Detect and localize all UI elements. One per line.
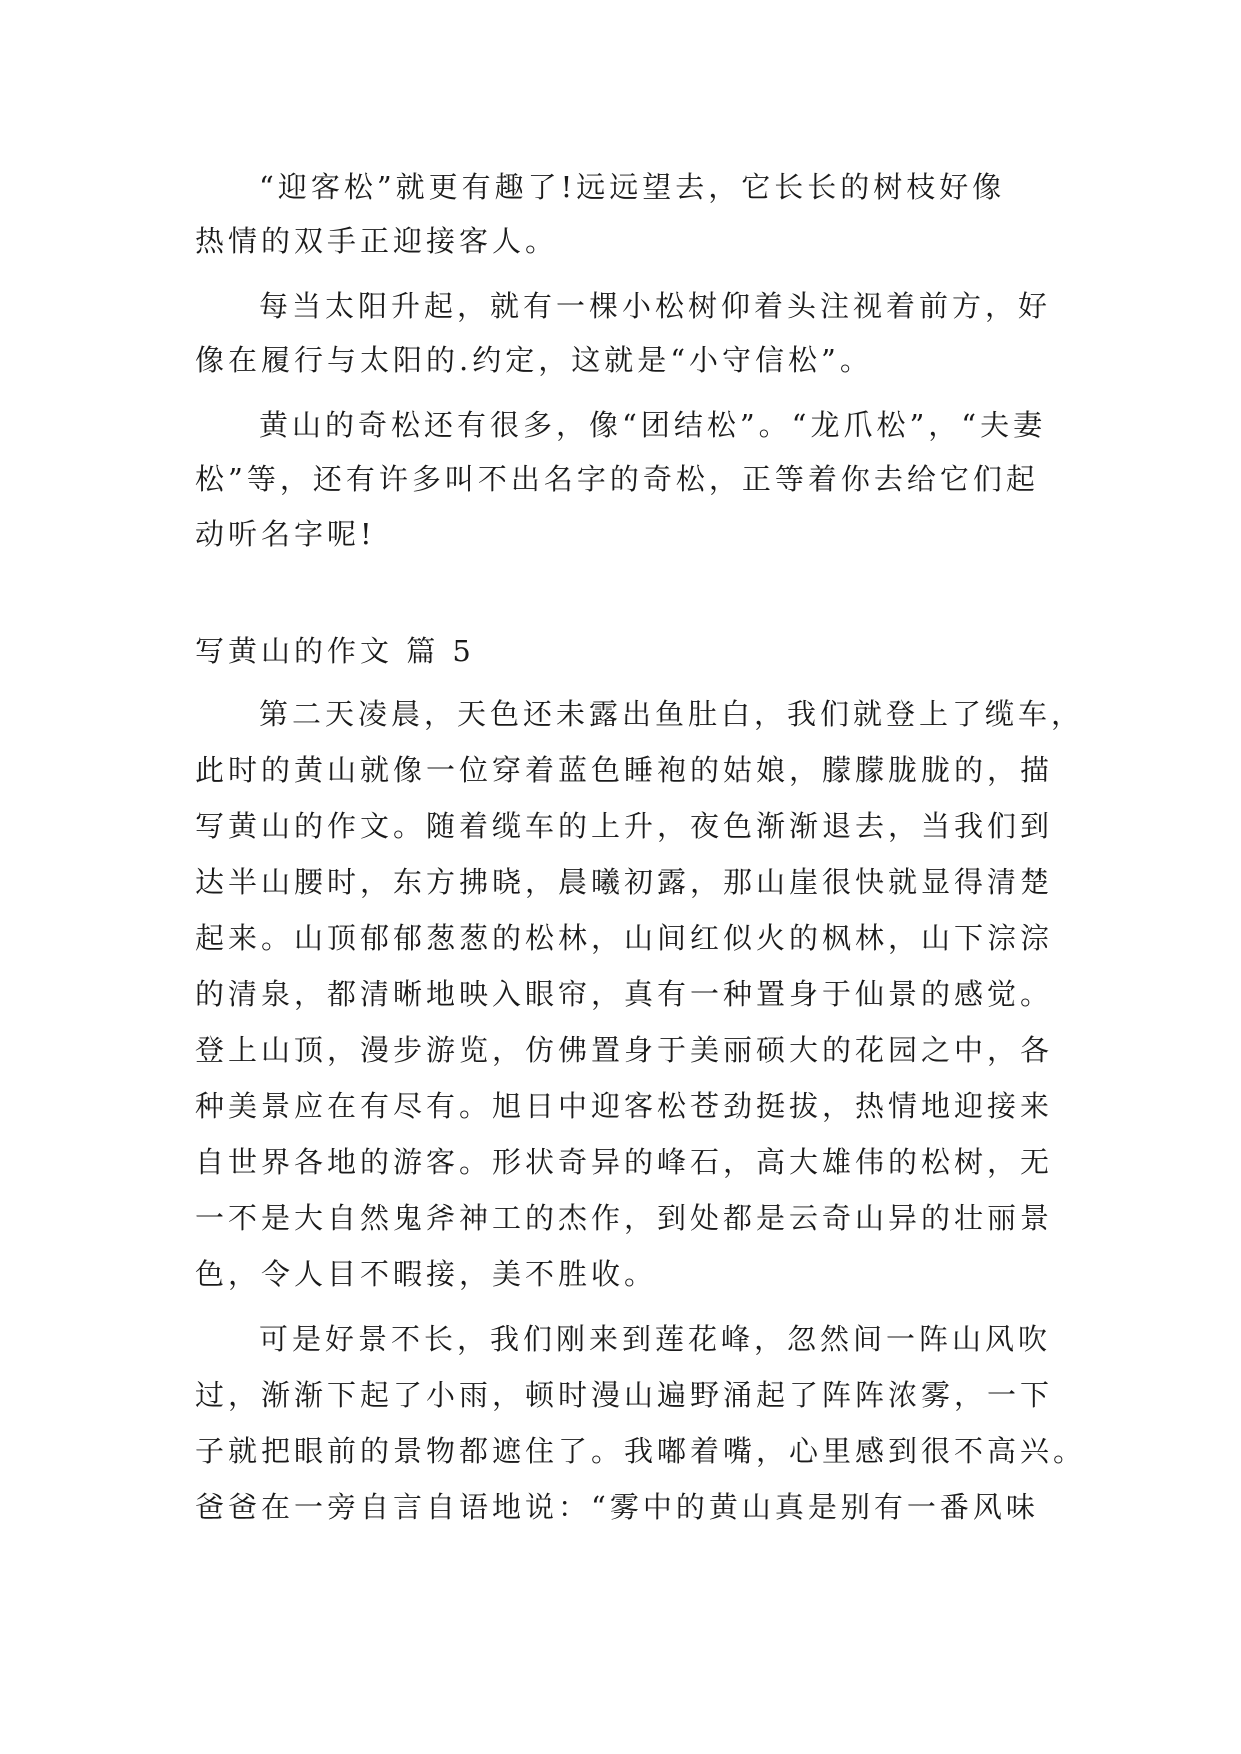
text-line: 一不是大自然鬼斧神工的杰作，到处都是云奇山异的壮丽景 <box>195 1201 1054 1235</box>
text-line: 过，渐渐下起了小雨，顿时漫山遍野涌起了阵阵浓雾，一下 <box>195 1378 1054 1412</box>
text-line: 写黄山的作文。随着缆车的上升，夜色渐渐退去，当我们到 <box>195 809 1054 843</box>
text-line: 的清泉，都清晰地映入眼帘，真有一种置身于仙景的感觉。 <box>195 977 1054 1011</box>
text-line: 自世界各地的游客。形状奇异的峰石，高大雄伟的松树，无 <box>195 1145 1054 1179</box>
text-line: 登上山顶，漫步游览，仿佛置身于美丽硕大的花园之中，各 <box>195 1033 1054 1067</box>
text-line: 像在履行与太阳的.约定，这就是“小守信松”。 <box>195 343 873 377</box>
text-line: 达半山腰时，东方拂晓，晨曦初露，那山崖很快就显得清楚 <box>195 865 1054 899</box>
text-line: 起来。山顶郁郁葱葱的松林，山间红似火的枫林，山下淙淙 <box>195 921 1054 955</box>
text-line: 松”等，还有许多叫不出名字的奇松，正等着你去给它们起 <box>195 462 1039 496</box>
text-line: 黄山的奇松还有很多，像“团结松”。“龙爪松”，“夫妻 <box>259 408 1047 442</box>
text-line: 动听名字呢! <box>195 517 376 551</box>
text-line: 色，令人目不暇接，美不胜收。 <box>195 1257 658 1291</box>
text-line: 可是好景不长，我们刚来到莲花峰，忽然间一阵山风吹 <box>259 1322 1052 1356</box>
section-heading: 写黄山的作文 篇 5 <box>195 634 475 668</box>
text-line: 子就把眼前的景物都遮住了。我嘟着嘴，心里感到很不高兴。 <box>195 1434 1087 1468</box>
text-line: 第二天凌晨，天色还未露出鱼肚白，我们就登上了缆车， <box>259 697 1085 731</box>
text-line: 爸爸在一旁自言自语地说：“雾中的黄山真是别有一番风味 <box>195 1490 1039 1524</box>
text-line: “迎客松”就更有趣了!远远望去，它长长的树枝好像 <box>259 170 1006 204</box>
text-line: 每当太阳升起，就有一棵小松树仰着头注视着前方，好 <box>259 289 1052 323</box>
text-line: 此时的黄山就像一位穿着蓝色睡袍的姑娘，朦朦胧胧的，描 <box>195 753 1054 787</box>
text-line: 种美景应在有尽有。旭日中迎客松苍劲挺拔，热情地迎接来 <box>195 1089 1054 1123</box>
text-line: 热情的双手正迎接客人。 <box>195 224 559 258</box>
